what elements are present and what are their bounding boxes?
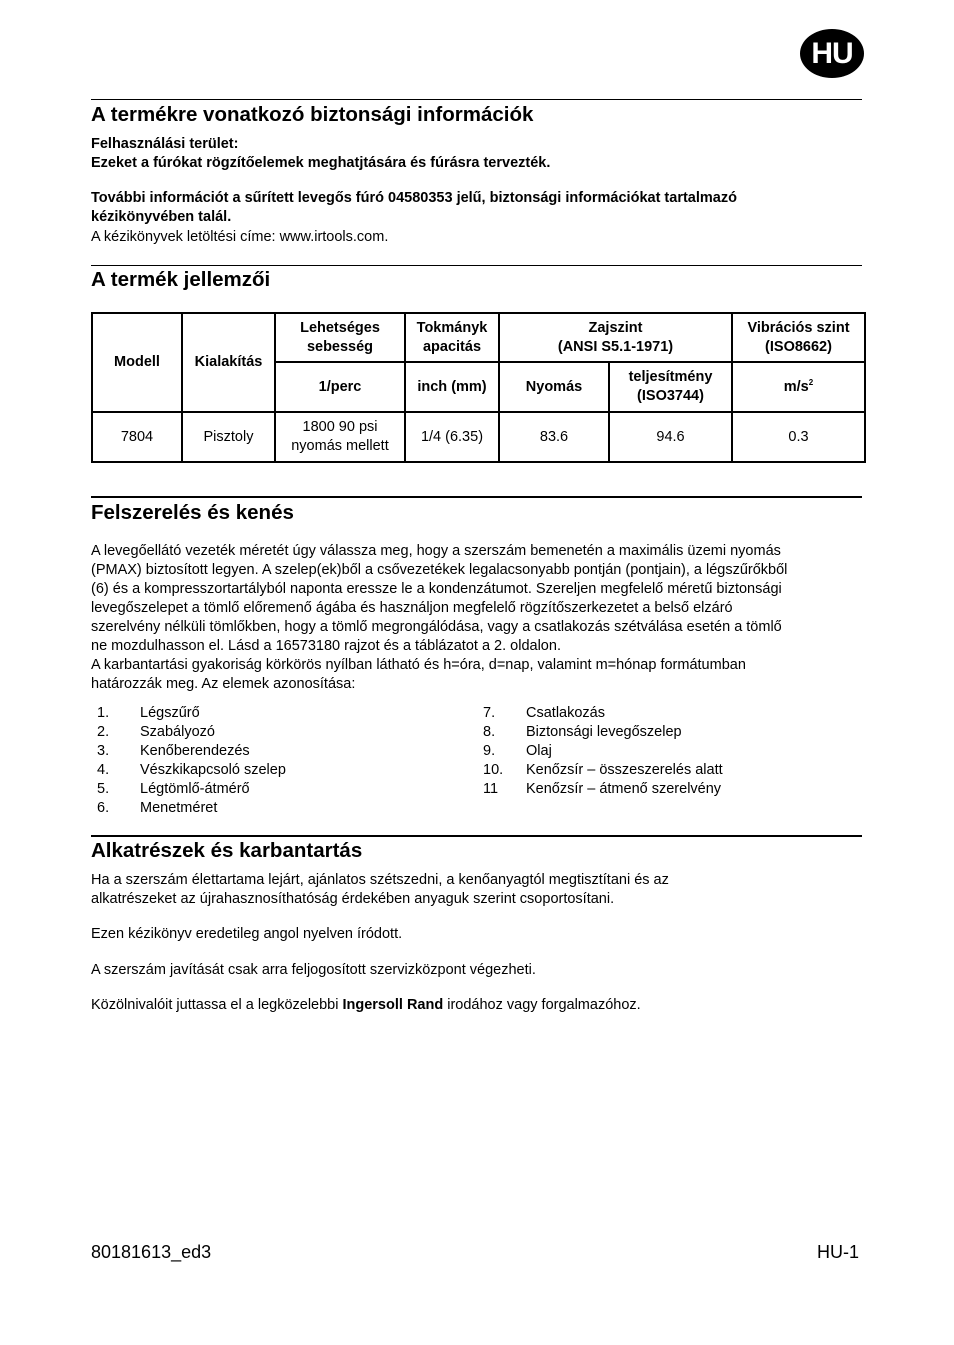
unit-speed: 1/perc	[275, 362, 405, 412]
installation-paragraph	[91, 542, 787, 694]
paragraph-line: levegőszelepet a tömlő előremenő ágába és használjon megfelelő rögzítőszerkezetet a belső elzáró	[91, 600, 733, 616]
cell-vibration: 0.3	[732, 412, 865, 462]
table-header-row	[92, 313, 865, 362]
list-item: 11 Kenőzsír – átmenő szerelvény	[483, 781, 722, 797]
list-item: 3. Kenőberendezés	[97, 743, 250, 759]
more-info-text: További információt a sűrített levegős fúró 04580353 jelű, biztonsági információkat tartalmazó	[91, 190, 737, 206]
document-number: 80181613_ed3	[91, 1242, 212, 1262]
brand-name: Ingersoll Rand	[342, 997, 444, 1013]
list-item: 5. Légtömlő-átmérő	[97, 781, 250, 797]
col-header-chuck: Tokmányk apacitás	[405, 313, 499, 362]
unit-power: teljesítmény (ISO3744)	[609, 362, 732, 412]
paragraph-line: (PMAX) biztosított legyen. A szelep(ek)ből a csővezetékek legalacsonyabb pontján (pontjain), a légszűrőkből	[91, 562, 788, 578]
section-title-specs: A termék jellemzői	[91, 268, 271, 291]
table-row	[92, 412, 865, 462]
section-title-parts: Alkatrészek és karbantartás	[91, 839, 363, 862]
list-item: 10. Kenőzsír – összeszerelés alatt	[483, 762, 723, 778]
list-item: 1. Légszűrő	[97, 705, 200, 721]
paragraph-line: ne mozdulhasson el. Lásd a 16573180 rajzot és a táblázatot a 2. oldalon.	[91, 638, 561, 654]
paragraph-line: A levegőellátó vezeték méretét úgy válassza meg, hogy a szerszám bemenetén a maximális üzemi nyomás	[91, 543, 781, 559]
list-item: 4. Vészkikapcsoló szelep	[97, 762, 286, 778]
cell-power: 94.6	[609, 412, 732, 462]
section-divider	[91, 99, 862, 100]
list-item: 2. Szabályozó	[97, 724, 215, 740]
more-info-text-cont: kézikönyvében talál.	[91, 209, 232, 225]
unit-vibration: $m/s^2$	[732, 362, 865, 412]
unit-pressure: Nyomás	[499, 362, 609, 412]
paragraph-line: A karbantartási gyakoriság körkörös nyílban látható és h=óra, d=nap, valamint m=hónap formátumban	[91, 657, 746, 673]
original-language-text: Ezen kézikönyv eredetileg angol nyelven íródott.	[91, 926, 403, 942]
usage-text: Ezeket a fúrókat rögzítőelemek meghatjtására és fúrásra tervezték.	[91, 155, 551, 171]
usage-label: Felhasználási terület:	[91, 136, 239, 152]
list-item: 8. Biztonsági levegőszelep	[483, 724, 682, 740]
recycling-text: Ha a szerszám élettartama lejárt, ajánlatos szétszedni, a kenőanyagtól megtisztítani és az	[91, 872, 669, 888]
list-item: 6. Menetméret	[97, 800, 218, 816]
paragraph-line: szerelvény nélküli tömlőkben, hogy a tömlő megrongálódása, vagy a csatlakozás szétválása esetén a tömlő	[91, 619, 782, 635]
spec-table	[91, 312, 866, 463]
col-header-vibration: Vibrációs szint (ISO8662)	[732, 313, 865, 362]
page-number: HU-1	[816, 1242, 859, 1262]
section-divider	[91, 496, 862, 498]
recycling-text-cont: alkatrészeket az újrahasznosíthatóság érdekében anyaguk szerint csoportosítani.	[91, 891, 615, 907]
section-divider	[91, 265, 862, 266]
unit-chuck: inch (mm)	[405, 362, 499, 412]
list-item: 7. Csatlakozás	[483, 705, 605, 721]
col-header-type: Kialakítás	[182, 313, 275, 412]
cell-type: Pisztoly	[182, 412, 275, 462]
cell-speed: 1800 90 psi nyomás mellett	[275, 412, 405, 462]
list-item: 9. Olaj	[483, 743, 552, 759]
paragraph-line: (6) és a kompresszortartályból naponta eressze le a kondenzátumot. Szereljen megfelelő méretű biztonsági	[91, 581, 782, 597]
section-title-installation: Felszerelés és kenés	[91, 501, 294, 524]
language-badge: HU	[800, 29, 864, 78]
download-info: A kézikönyvek letöltési címe: www.irtools.com.	[91, 229, 389, 245]
contact-text: Közölnivalóit juttassa el a legközelebbi Ingersoll Rand irodához vagy forgalmazóhoz.	[91, 997, 641, 1013]
cell-model: 7804	[92, 412, 182, 462]
section-title-safety: A termékre vonatkozó biztonsági információk	[91, 103, 534, 126]
col-header-noise: Zajszint (ANSI S5.1-1971)	[499, 313, 732, 362]
component-list-left	[97, 704, 457, 818]
cell-pressure: 83.6	[499, 412, 609, 462]
paragraph-line: határozzák meg. Az elemek azonosítása:	[91, 676, 356, 692]
col-header-speed: Lehetséges sebesség	[275, 313, 405, 362]
col-header-model: Modell	[92, 313, 182, 412]
service-text: A szerszám javítását csak arra feljogosított szervizközpont végezheti.	[91, 962, 536, 978]
section-divider	[91, 835, 862, 837]
cell-chuck: 1/4 (6.35)	[405, 412, 499, 462]
component-list-right	[483, 704, 863, 799]
